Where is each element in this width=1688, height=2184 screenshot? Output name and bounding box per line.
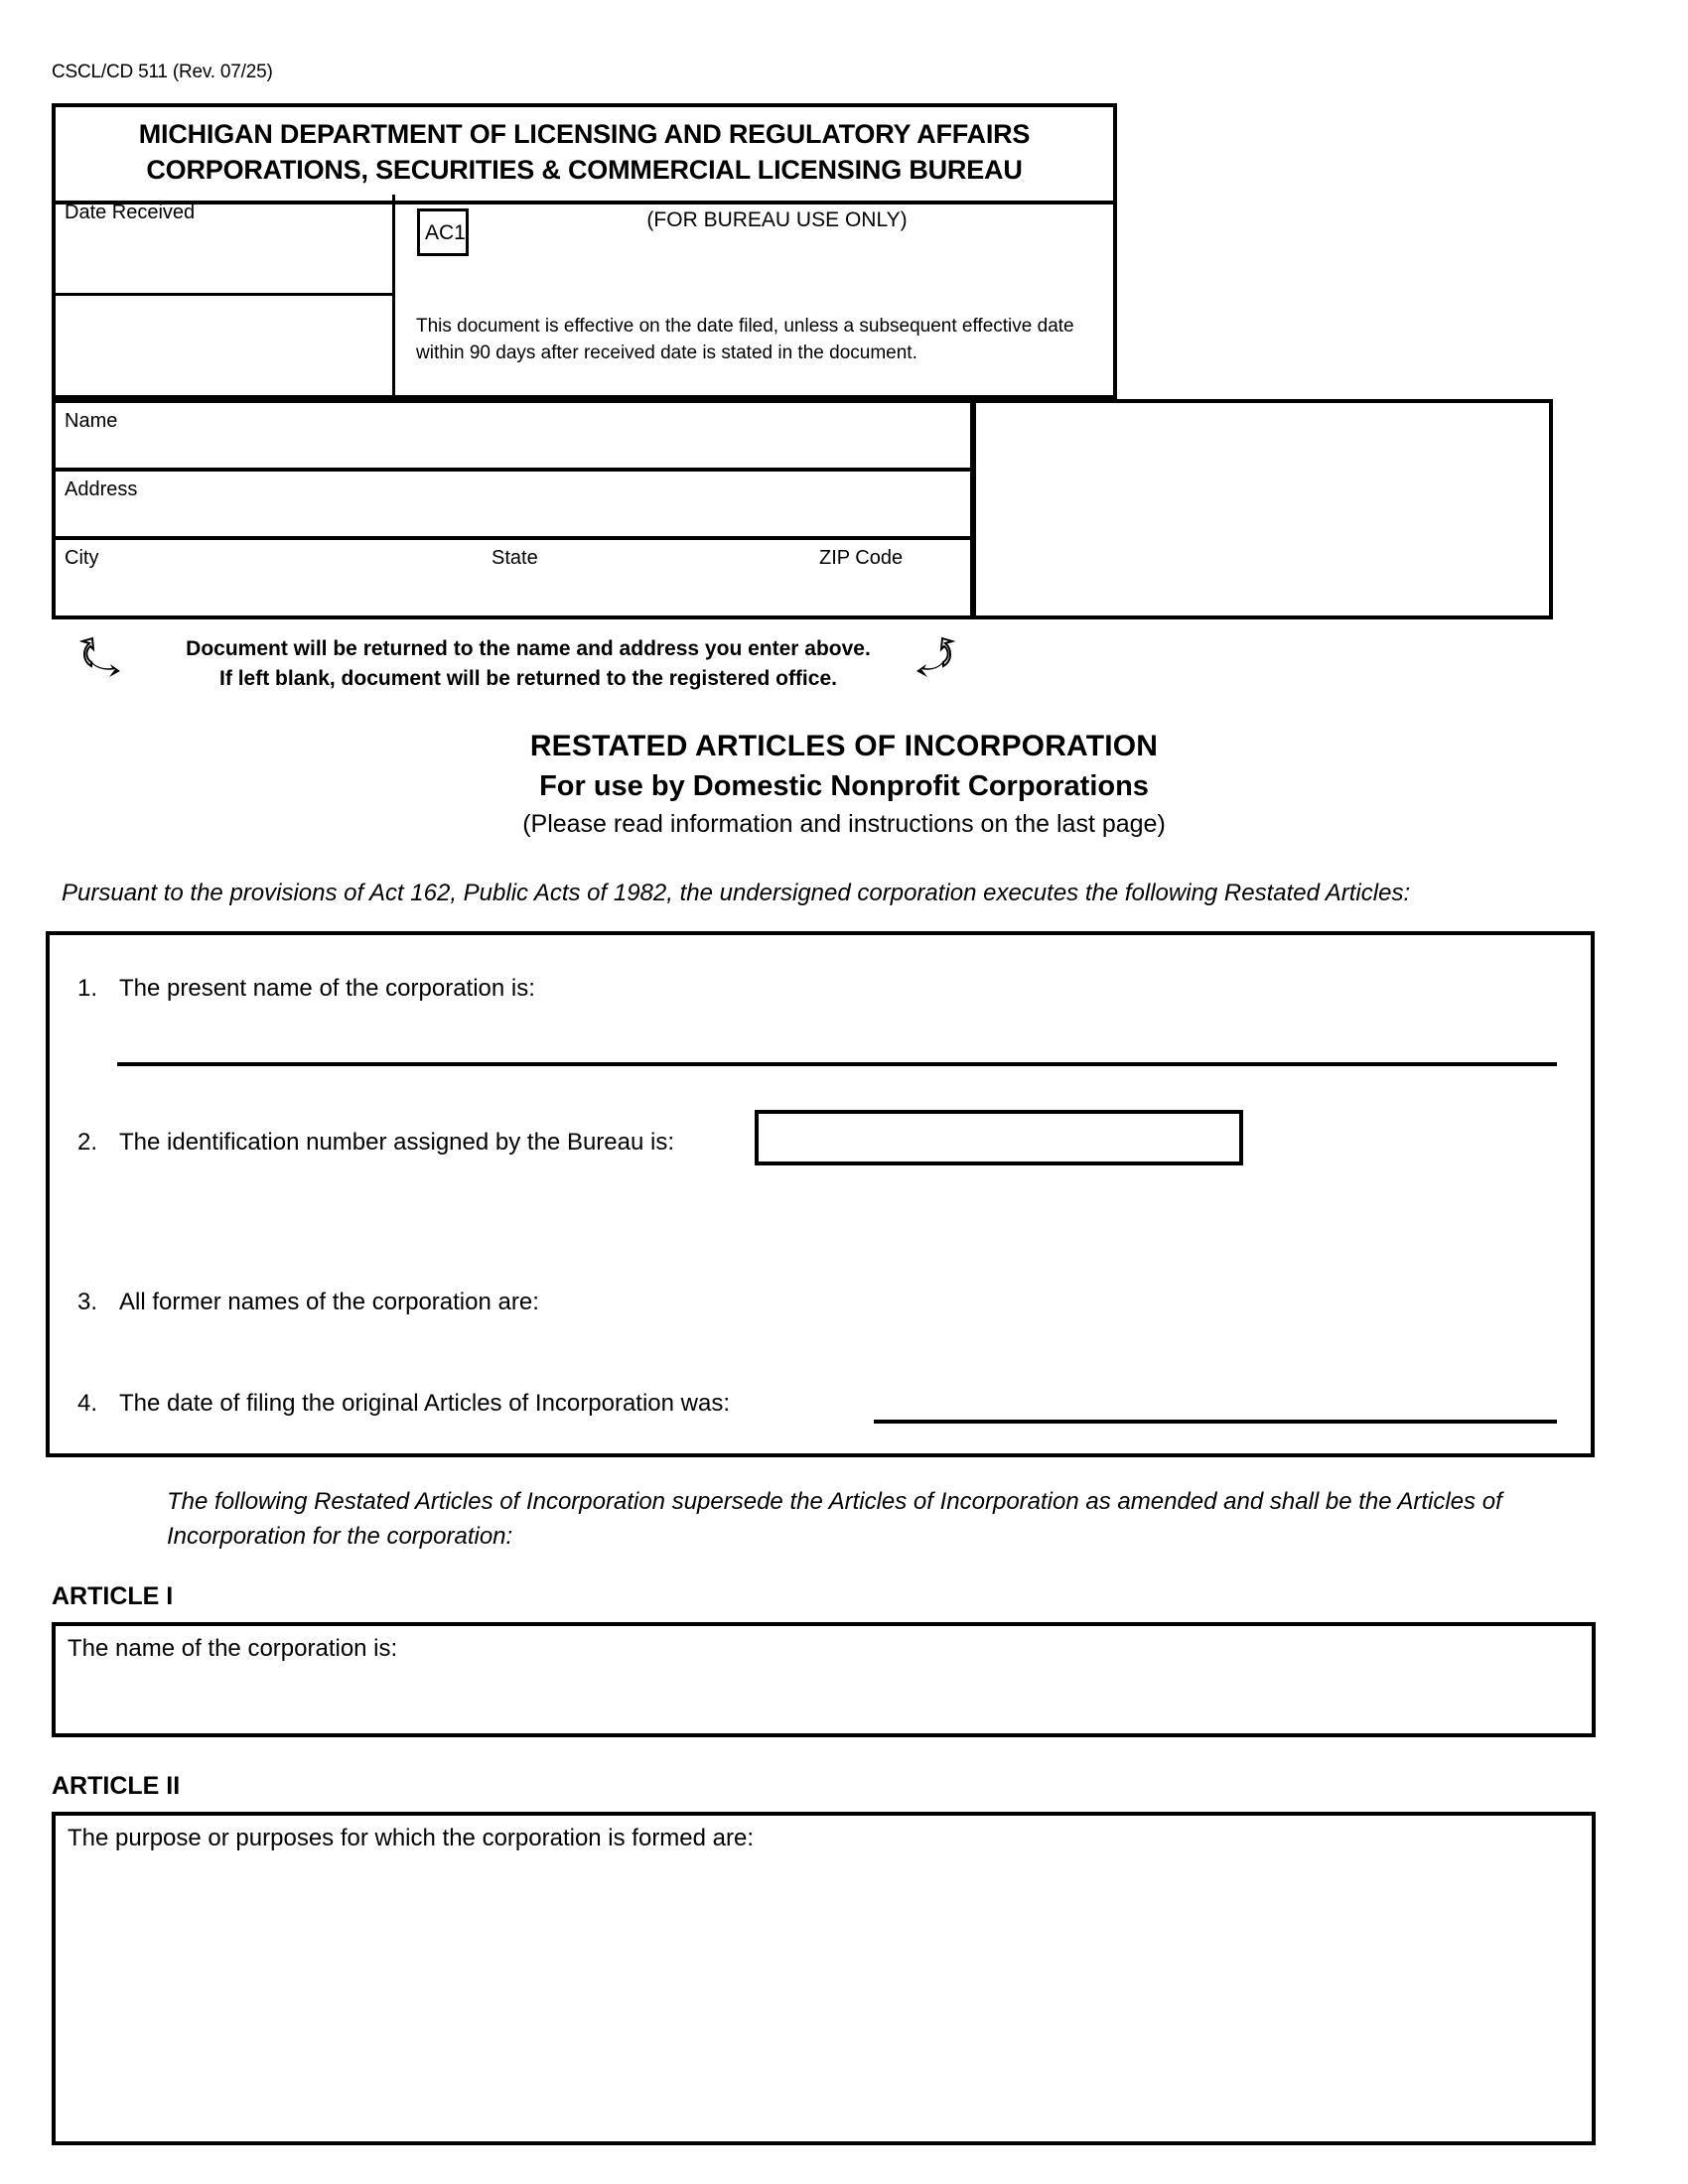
document-title-main: RESTATED ARTICLES OF INCORPORATION (529, 730, 1159, 762)
agency-header-box (52, 103, 1117, 205)
document-title (0, 730, 1688, 839)
article-1-box[interactable] (52, 1622, 1596, 1737)
curved-arrow-icon-right (915, 635, 957, 681)
item-4-number: 4. (77, 1390, 98, 1417)
bureau-use-block (52, 195, 1117, 399)
identification-number-input[interactable] (755, 1110, 1243, 1165)
article-1-heading: ARTICLE I (52, 1582, 174, 1610)
return-address-block (52, 399, 1553, 619)
date-received-label: Date Received (65, 202, 196, 223)
item-2-label: The identification number assigned by the Bureau is: (119, 1129, 674, 1156)
article-1-prompt: The name of the corporation is: (68, 1635, 398, 1662)
bureau-use-only-label: (FOR BUREAU USE ONLY) (646, 208, 908, 231)
city-state-zip-row[interactable] (56, 540, 970, 615)
item-1-answer-line[interactable] (117, 1062, 1557, 1066)
article-2-box[interactable] (52, 1812, 1596, 2145)
item-1-label: The present name of the corporation is: (119, 975, 535, 1002)
curved-arrow-icon-left (79, 635, 121, 681)
document-title-sub: For use by Domestic Nonprofit Corporations (539, 770, 1149, 802)
bureau-use-column (395, 195, 1113, 395)
supersede-statement: The following Restated Articles of Incorporation supersede the Articles of Incorporation as amended and shall be the Articles of Incorporation for the corporation: (167, 1488, 1502, 1550)
numbered-items-box (46, 931, 1595, 1457)
date-received-cell[interactable] (56, 195, 392, 296)
return-note-line-1: Document will be returned to the name and address you enter above. (186, 637, 871, 660)
state-label: State (492, 547, 538, 569)
return-note-text (151, 634, 906, 695)
zip-code-label: ZIP Code (819, 547, 904, 569)
return-address-stamp-area (973, 399, 1553, 619)
agency-header-line-2: CORPORATIONS, SECURITIES & COMMERCIAL LICENSING BUREAU (146, 154, 1023, 185)
address-row[interactable] (56, 472, 970, 540)
address-label: Address (65, 478, 138, 500)
article-2-heading: ARTICLE II (52, 1772, 181, 1800)
item-3-label: All former names of the corporation are: (119, 1289, 539, 1315)
return-address-fields (52, 399, 973, 619)
name-row[interactable] (56, 403, 970, 472)
city-label: City (65, 547, 99, 569)
form-number: CSCL/CD 511 (Rev. 07/25) (52, 62, 273, 82)
item-4-answer-line[interactable] (874, 1420, 1557, 1424)
item-3-number: 3. (77, 1289, 98, 1315)
agency-header-line-1: MICHIGAN DEPARTMENT OF LICENSING AND REGULATORY AFFAIRS (138, 119, 1031, 149)
return-note-line-2: If left blank, document will be returned to the registered office. (219, 667, 837, 691)
effective-date-note: This document is effective on the date filed, unless a subsequent effective date within 90 days after received date is stated in the document. (416, 316, 1074, 363)
name-label: Name (65, 410, 118, 432)
pursuant-statement: Pursuant to the provisions of Act 162, Public Acts of 1982, the undersigned corporation executes the following Restated Articles: (62, 880, 1411, 906)
date-received-column (56, 195, 395, 395)
item-2-number: 2. (77, 1129, 98, 1156)
item-1-number: 1. (77, 975, 98, 1002)
document-title-note: (Please read information and instructions on the last page) (522, 810, 1166, 838)
item-4-label: The date of filing the original Articles of Incorporation was: (119, 1390, 730, 1417)
return-note (52, 631, 1005, 703)
ac1-code-box: AC1 (417, 208, 469, 256)
article-2-prompt: The purpose or purposes for which the corporation is formed are: (68, 1825, 755, 1851)
